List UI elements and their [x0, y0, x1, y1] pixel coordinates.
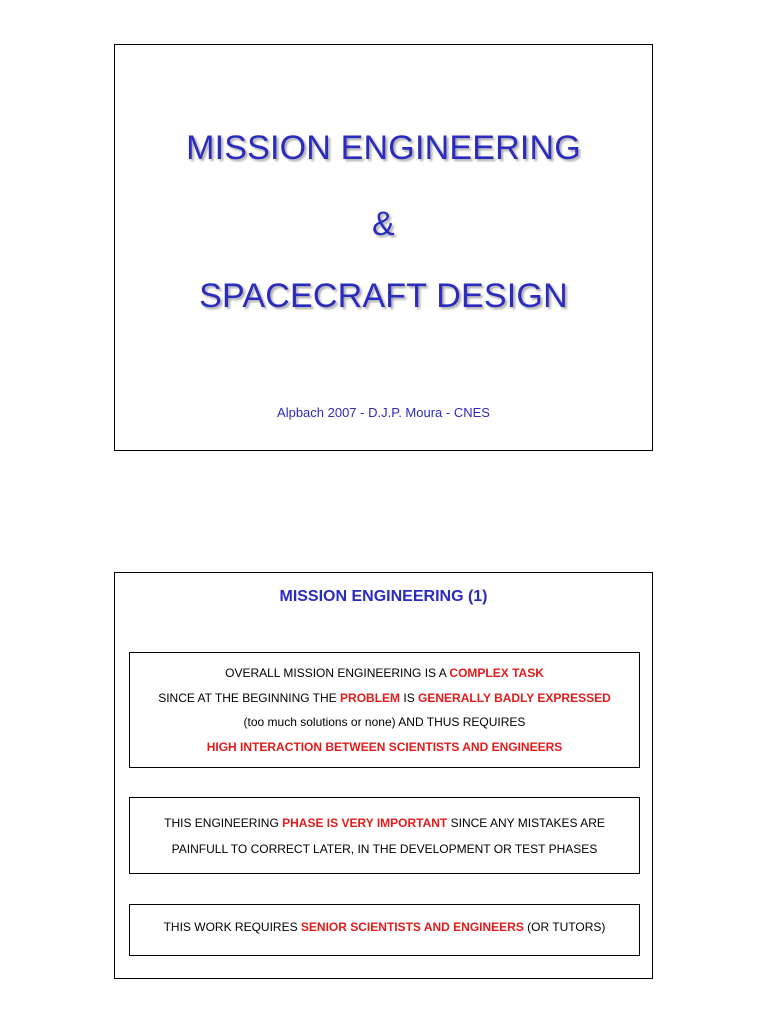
slide-heading: MISSION ENGINEERING (1) — [279, 588, 488, 605]
box2-line-1-text-a: THIS ENGINEERING — [164, 816, 283, 830]
highlight-complex-task: COMPLEX TASK — [449, 666, 544, 680]
highlight-problem: PROBLEM — [340, 690, 401, 705]
text-box-senior-staff — [129, 904, 640, 956]
box1-line-2 — [130, 691, 639, 716]
box1-line-1 — [130, 666, 639, 691]
box2-line-2: PAINFULL TO CORRECT LATER, IN THE DEVELOPMENT OR TEST PHASES — [171, 842, 598, 856]
box1-line-1-text: OVERALL MISSION ENGINEERING IS A — [225, 666, 450, 680]
box3-line-1 — [130, 920, 639, 934]
slide-title — [114, 44, 653, 451]
slide-credit: Alpbach 2007 - D.J.P. Moura - CNES — [277, 405, 490, 420]
text-box-phase-important — [129, 797, 640, 874]
box1-line-2-text-a: SINCE AT THE BEGINNING THE — [158, 690, 341, 705]
highlight-high-interaction: HIGH INTERACTION BETWEEN SCIENTISTS AND ENGINEERS — [206, 739, 563, 754]
box3-line-1-text-a: THIS WORK REQUIRES — [163, 920, 301, 934]
highlight-phase-important: PHASE IS VERY IMPORTANT — [282, 816, 448, 830]
title-line-ampersand: & — [372, 205, 395, 243]
highlight-badly-expressed: GENERALLY BADLY EXPRESSED — [418, 690, 611, 705]
box3-line-1-text-c: (OR TUTORS) — [523, 920, 606, 934]
box2-line-1 — [130, 816, 639, 842]
box2-line-1-text-c: SINCE ANY MISTAKES ARE — [447, 816, 605, 830]
slide-mission-engineering-1 — [114, 572, 653, 979]
title-line-mission-engineering: MISSION ENGINEERING — [186, 129, 581, 167]
box1-line-3: (too much solutions or none) AND THUS REQUIRES — [243, 715, 526, 729]
text-box-complex-task — [129, 652, 640, 768]
highlight-senior-scientists: SENIOR SCIENTISTS AND ENGINEERS — [300, 920, 524, 934]
box1-line-2-text-c: IS — [400, 690, 419, 705]
title-line-spacecraft-design: SPACECRAFT DESIGN — [199, 277, 568, 315]
